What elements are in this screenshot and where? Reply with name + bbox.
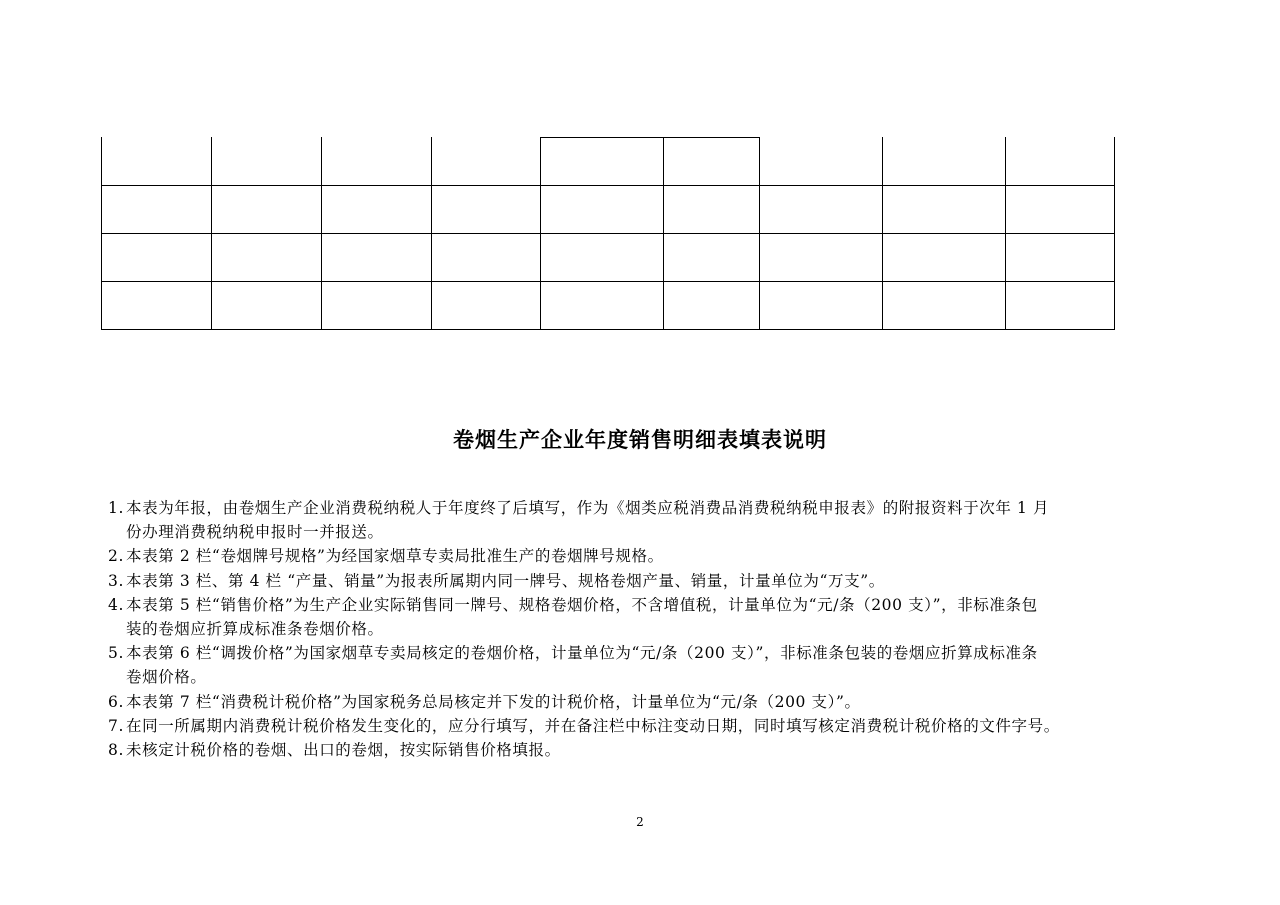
table-row-divider [101,233,1115,234]
instruction-number: 3. [108,571,124,590]
table-partial-top-edge [540,137,760,138]
instruction-number: 8. [108,741,124,760]
instruction-text: 未核定计税价格的卷烟、出口的卷烟，按实际销售价格填报。 [126,741,561,760]
instructions-list [108,496,1173,762]
instruction-number: 7. [108,716,124,735]
instruction-text: 本表第 2 栏“卷烟牌号规格”为经国家烟草专卖局批准生产的卷烟牌号规格。 [126,547,664,566]
instruction-text: 装的卷烟应折算成标准条卷烟价格。 [126,620,384,639]
instruction-text: 本表为年报，由卷烟生产企业消费税纳税人于年度终了后填写，作为《烟类应税消费品消费税纳税申报表》的附报资料于次年 1 月 [126,499,1050,517]
instruction-item [108,496,1173,544]
instruction-item [108,641,1173,689]
instruction-item [108,714,1173,738]
instruction-item [108,569,1173,593]
instruction-text: 本表第 6 栏“调拨价格”为国家烟草专卖局核定的卷烟价格，计量单位为“元/条（200 支）”，非标准条包装的卷烟应折算成标准条 [126,644,1038,663]
instruction-item [108,738,1173,762]
instruction-item [108,690,1173,714]
instruction-number: 5. [108,644,124,663]
instruction-text: 本表第 3 栏、第 4 栏 “产量、销量”为报表所属期内同一牌号、规格卷烟产量、销量，计量单位为“万支”。 [126,571,885,590]
page-number: 2 [636,815,644,829]
instructions-title: 卷烟生产企业年度销售明细表填表说明 [453,427,827,452]
instruction-item [108,593,1173,641]
table-row-divider [101,281,1115,282]
instruction-text: 份办理消费税纳税申报时一并报送。 [126,523,384,542]
table-row-divider [101,185,1115,186]
instruction-item [108,544,1173,568]
instruction-text: 本表第 5 栏“销售价格”为生产企业实际销售同一牌号、规格卷烟价格，不含增值税，计量单位为“元/条（200 支）”，非标准条包 [126,595,1038,614]
instruction-text: 本表第 7 栏“消费税计税价格”为国家税务总局核定并下发的计税价格，计量单位为“元/条（200 支）”。 [126,692,861,711]
instruction-number: 1. [108,499,124,517]
instruction-text: 在同一所属期内消费税计税价格发生变化的，应分行填写，并在备注栏中标注变动日期，同时填写核定消费税计税价格的文件字号。 [126,716,1060,735]
instruction-number: 4. [108,595,124,614]
table-border-bottom [101,329,1115,330]
sales-detail-table [101,137,1115,329]
instruction-number: 6. [108,692,124,711]
instruction-text: 卷烟价格。 [126,668,207,687]
instruction-number: 2. [108,547,124,566]
